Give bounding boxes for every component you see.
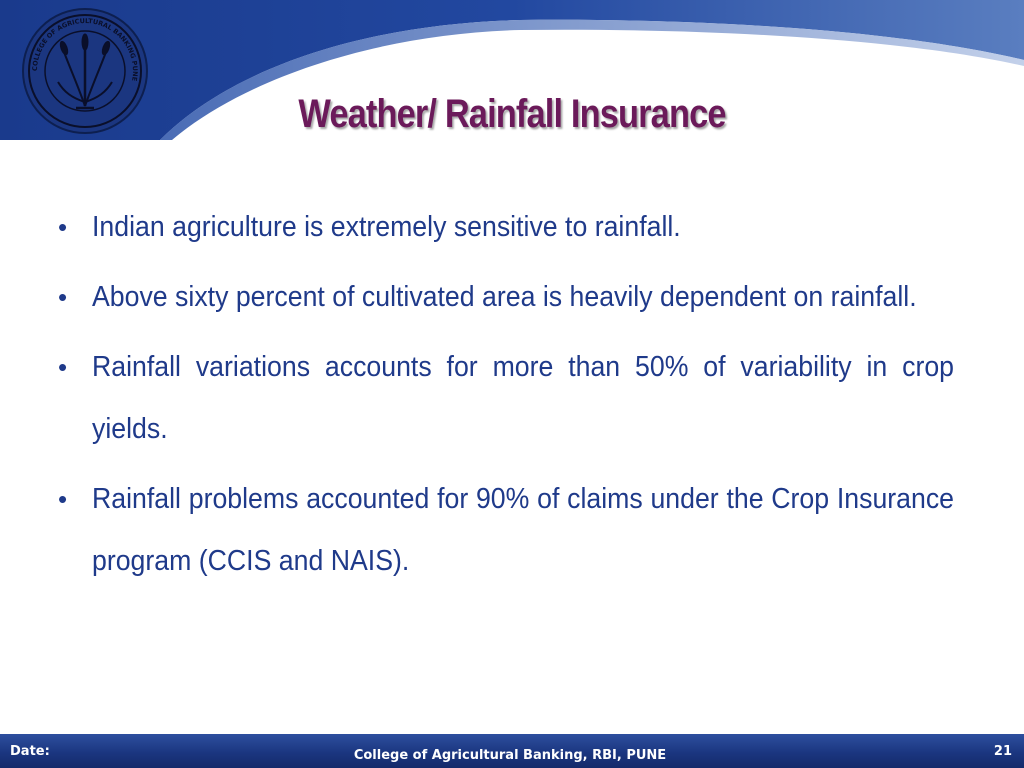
bullet-list xyxy=(48,196,954,600)
bullet-icon: • xyxy=(58,282,68,312)
bullet-icon: • xyxy=(58,212,68,242)
bullet-text: Above sixty percent of cultivated area is heavily dependent on rainfall. xyxy=(92,281,917,313)
bullet-icon: • xyxy=(58,352,68,382)
footer-bar xyxy=(0,734,1024,768)
footer-institution: College of Agricultural Banking, RBI, PUNE xyxy=(353,748,667,763)
bullet-item xyxy=(48,468,954,592)
logo-ring-text: COLLEGE OF AGRICULTURAL BANKING PUNE xyxy=(30,16,140,82)
bullet-item xyxy=(48,336,954,460)
college-logo xyxy=(20,6,150,136)
bullet-item xyxy=(48,196,954,258)
bullet-item xyxy=(48,266,954,328)
bullet-text: Indian agriculture is extremely sensitive to rainfall. xyxy=(92,211,681,243)
bullet-text: Rainfall problems accounted for 90% of claims under the Crop Insurance program (CCIS and NAIS). xyxy=(92,483,955,577)
page-number: 21 xyxy=(993,744,1012,759)
footer-date-label: Date: xyxy=(10,744,50,759)
slide-title: Weather/ Rainfall Insurance xyxy=(298,92,726,136)
bullet-icon: • xyxy=(58,484,68,514)
bullet-text: Rainfall variations accounts for more than 50% of variability in crop yields. xyxy=(92,351,955,445)
